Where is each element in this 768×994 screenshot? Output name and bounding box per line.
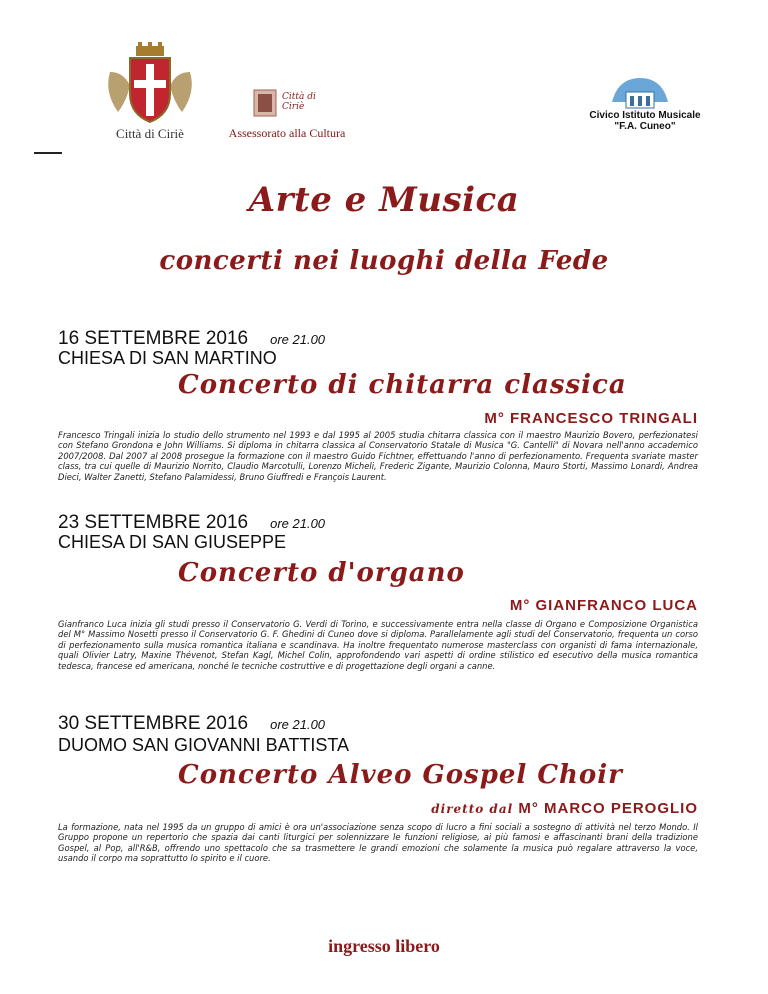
event-bio: La formazione, nata nel 1995 da un gruppo di amici è ora un'associazione senza scopo di lucro a fini sociali a sostegno di attività nel terzo Mondo. Il Gruppo propone un repertorio che spazia dai canti liturgici per solennizzare le funzioni religiose, ai più famosi e affascinanti brani della tradizione Gospel, al Pop, all'R&B, offrendo uno spettacolo che sa trasmettere le grandi emozioni che solamente la musica può regalare attraverso la voce, usando il corpo ma soprattutto lo spirito e il cuore. [58,822,698,864]
event-performer: M° FRANCESCO TRINGALI [484,410,698,427]
conservatorio-caption-line1: Civico Istituto Musicale [589,110,701,121]
event-performer: M° MARCO PEROGLIO [518,800,698,817]
conservatorio-caption [565,110,725,132]
event-3-date-line [58,713,325,735]
event-time: ore 21.00 [270,717,326,732]
event-concert-title: Concerto di chitarra classica [178,370,627,400]
event-performer: M° GIANFRANCO LUCA [509,597,698,614]
cirie-caption: Città di Ciriè [116,126,184,141]
event-bio: Gianfranco Luca inizia gli studi presso il Conservatorio G. Verdi di Torino, e successivamente entra nella classe di Organo e Composizione Organistica del M° Massimo Nosetti presso il Conservatorio G. F. Ghedini di Cuneo dove si diploma. Parallelamente agli studi del Conservatorio, frequenta un corso di perfezionamento sulla musica romantica italiana e scandinava. Ha inoltre frequentato numerose masterclass con organisti di fama internazionale, quali Olivier Latry, Maxine Thévenot, Stefan Kagl, Michel Colin, approfondendo vari aspetti di ordine stilistico ed esecutivo della musica romantica tedesca, francese ed americana, nonché le tecniche costruttive e di progettazione degli organi a canne. [58,619,698,671]
event-date: 23 SETTEMBRE 2016 [58,512,249,533]
event-time: ore 21.00 [270,332,326,347]
event-venue: CHIESA DI SAN GIUSEPPE [58,532,287,552]
sub-title: concerti nei luoghi della Fede [159,246,609,276]
cultura-caption: Assessorato alla Cultura [228,126,346,140]
event-performer-line [360,800,698,817]
header-divider [34,152,62,154]
event-date: 30 SETTEMBRE 2016 [58,713,249,734]
event-concert-title: Concerto d'organo [178,558,465,588]
event-venue: CHIESA DI SAN MARTINO [58,348,277,368]
main-title: Arte e Musica [248,180,520,220]
cultura-logo-text: Città di Ciriè [282,92,316,112]
event-1-date-line [58,328,325,350]
free-entry-note: ingresso libero [328,936,440,956]
event-concert-title: Concerto Alveo Gospel Choir [178,760,623,790]
event-time: ore 21.00 [270,516,326,531]
event-date: 16 SETTEMBRE 2016 [58,328,249,349]
event-bio: Francesco Tringali inizia lo studio dello strumento nel 1993 e dal 1995 al 2005 studia chitarra classica con il maestro Maurizio Bovero, perfezionatesi con Stefano Grondona e John Williams. Si diploma in chitarra classica al Conservatorio Statale di Musica "G. Cantelli" di Novara nell'anno accademico 2007/2008. Dal 2007 al 2008 prosegue la formazione con il maestro Guido Fichtner, effettuando l'anno di perfezionamento. Frequenta svariate master class, tra cui quelle di Maurizio Norrito, Claudio Marcotulli, Lorenzo Micheli, Frederic Zigante, Maurizio Colonna, Mauro Storti, Massimo Lonardi, Andrea Dieci, Walter Zanetti, Stefano Palamidessi, Bruno Giuffredi e François Laurent. [58,430,698,482]
conductor-prefix: diretto dal [431,802,514,816]
conservatorio-caption-line2: "F.A. Cuneo" [614,121,676,132]
event-venue: DUOMO SAN GIOVANNI BATTISTA [58,735,350,755]
cultura-logo [252,88,332,120]
event-2-date-line [58,512,325,534]
